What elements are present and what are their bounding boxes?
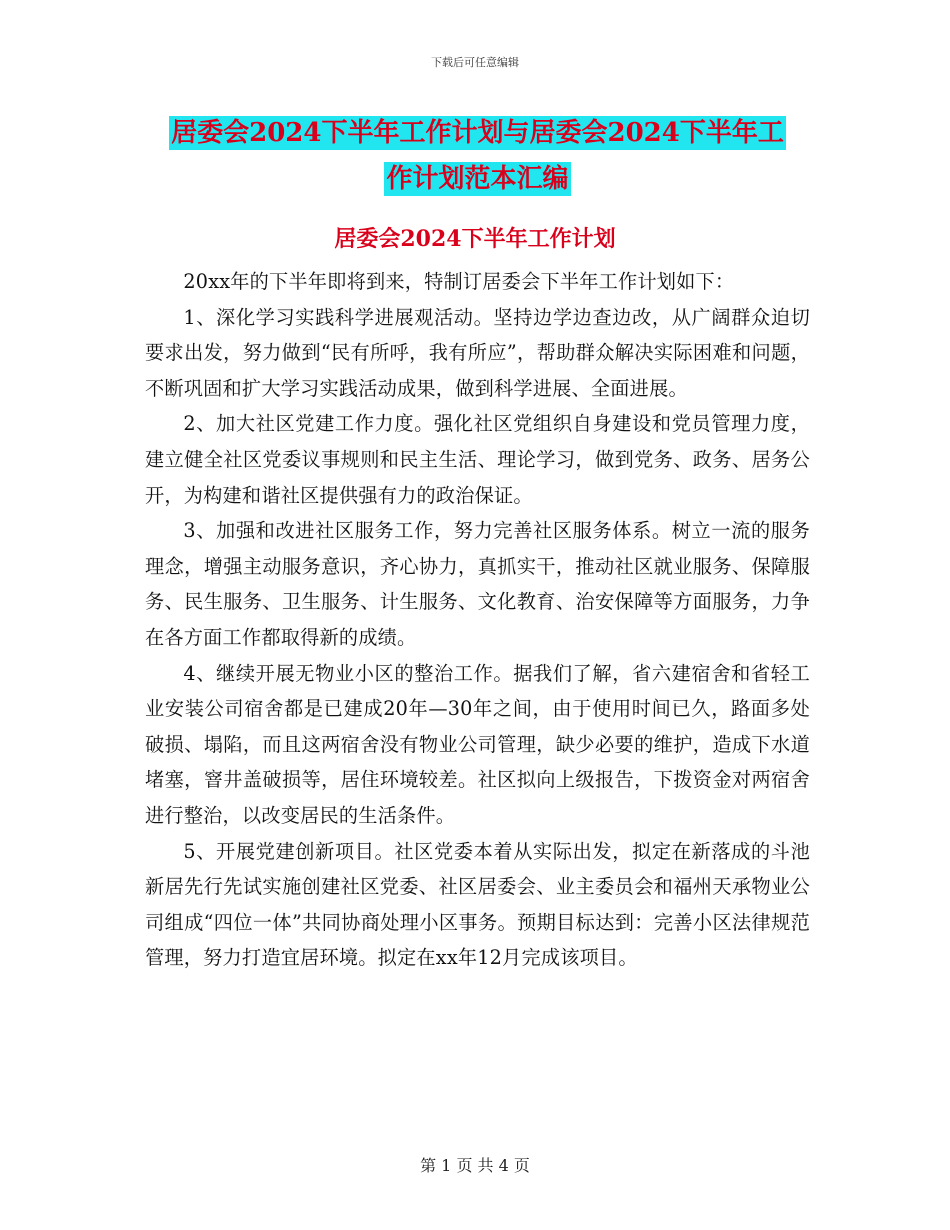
section-title: 居委会2024下半年工作计划 bbox=[334, 226, 616, 252]
paragraph-intro: 20xx年的下半年即将到来，特制订居委会下半年工作计划如下： bbox=[183, 270, 735, 293]
paragraph-item-5: 5、开展党建创新项目。社区党委本着从实际出发，拟定在新落成的斗池新居先行先试实施创建社区党委、社区居委会、业主委员会和福州天承物业公司组成“四位一体”共同协商处理小区事务。预期目标达到：完善小区法律规范管理，努力打造宜居环境。拟定在xx年12月完成该项目。 bbox=[145, 839, 810, 970]
paragraph-item-1: 1、深化学习实践科学进展观活动。坚持边学边查边改，从广阔群众迫切要求出发，努力做到“民有所呼，我有所应”，帮助群众解决实际困难和问题，不断巩固和扩大学习实践活动成果，做到科学进展、全面进展。 bbox=[145, 305, 810, 400]
page-footer: 第 1 页 共 4 页 bbox=[420, 1156, 530, 1175]
header-note: 下载后可任意编辑 bbox=[431, 56, 519, 69]
paragraph-item-4: 4、继续开展无物业小区的整治工作。据我们了解，省六建宿舍和省轻工业安装公司宿舍都是已建成20年—30年之间，由于使用时间已久，路面多处破损、塌陷，而且这两宿舍没有物业公司管理，缺少必要的维护，造成下水道堵塞，窨井盖破损等，居住环境较差。社区拟向上级报告，下拨资金对两宿舍进行整治，以改变居民的生活条件。 bbox=[145, 661, 810, 827]
document-title-line-2: 作计划范本汇编 bbox=[386, 164, 569, 194]
paragraph-item-3: 3、加强和改进社区服务工作，努力完善社区服务体系。树立一流的服务理念，增强主动服务意识，齐心协力，真抓实干，推动社区就业服务、保障服务、民生服务、卫生服务、计生服务、文化教育、治安保障等方面服务，力争在各方面工作都取得新的成绩。 bbox=[145, 519, 810, 649]
document-body bbox=[145, 264, 810, 976]
document-title bbox=[145, 110, 810, 202]
paragraph-item-2: 2、加大社区党建工作力度。强化社区党组织自身建设和党员管理力度，建立健全社区党委议事规则和民主生活、理论学习，做到党务、政务、居务公开，为构建和谐社区提供强有力的政治保证。 bbox=[145, 412, 810, 507]
document-title-line-1: 居委会2024下半年工作计划与居委会2024下半年工 bbox=[171, 118, 784, 148]
